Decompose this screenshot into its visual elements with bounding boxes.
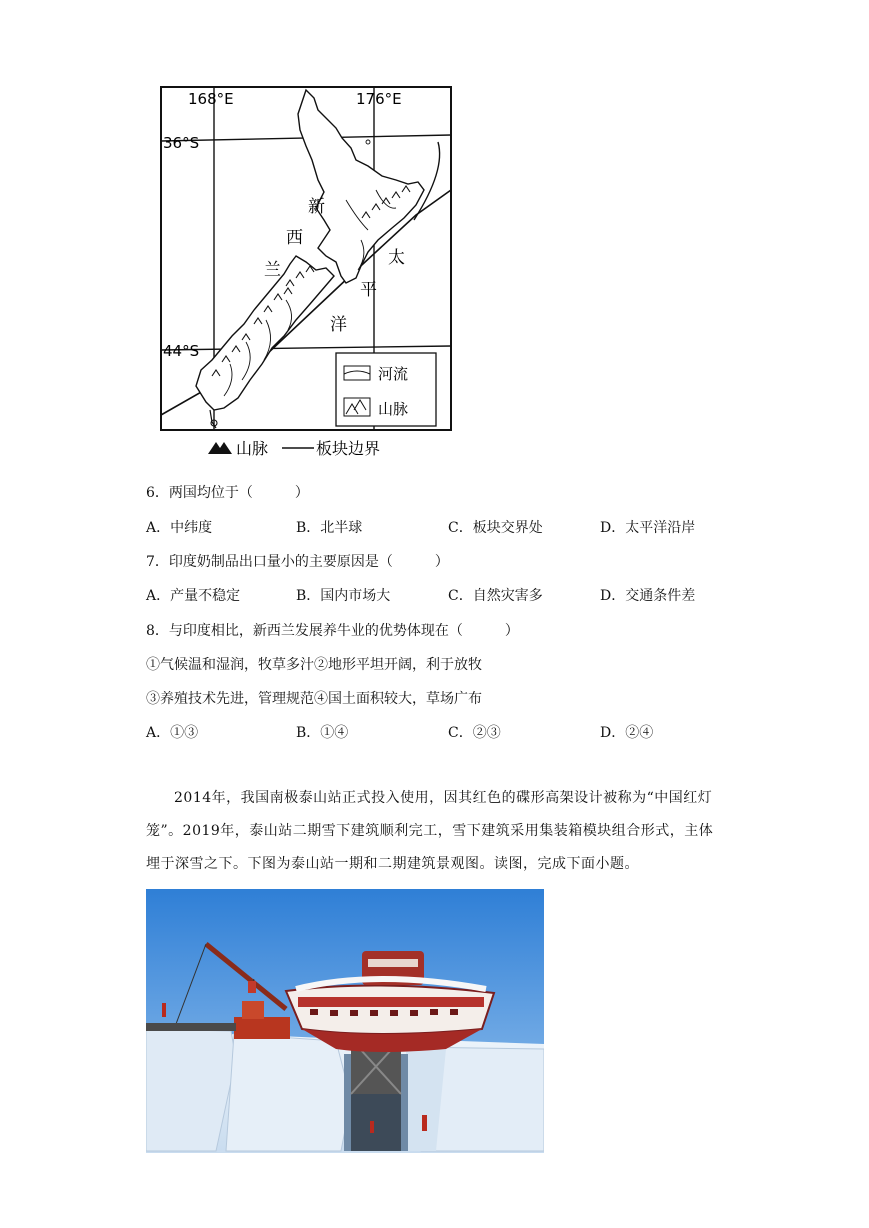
new-zealand-map: [146, 80, 454, 462]
crane-truck: [234, 1017, 290, 1039]
question-7-stem: 7．印度奶制品出口量小的主要原因是（ ）: [146, 554, 449, 570]
lat-label-36: 36°S: [163, 134, 200, 152]
question-6-option-b: B．北半球: [296, 520, 363, 536]
question-8-option-a: A．①③: [146, 725, 199, 741]
taishan-station-photo: [146, 889, 544, 1153]
caption-boundary-label: 板块边界: [316, 439, 381, 458]
country-label-2: 西: [286, 228, 303, 248]
question-8-option-d: D．②④: [600, 725, 654, 741]
question-6-option-a: A．中纬度: [146, 520, 213, 536]
question-7-option-d: D．交通条件差: [600, 588, 696, 604]
legend-mountain-label: 山脉: [378, 400, 409, 418]
ocean-label-2: 平: [360, 280, 377, 300]
ocean-label-1: 太: [388, 248, 405, 268]
caption-mountain-icon: [208, 442, 232, 454]
question-7-option-a: A．产量不稳定: [146, 588, 241, 604]
lon-label-176: 176°E: [356, 90, 402, 108]
lon-label-168: 168°E: [188, 90, 234, 108]
country-label-1: 新: [308, 197, 325, 217]
question-7-option-c: C．自然灾害多: [448, 588, 543, 604]
question-8-option-c: C．②③: [448, 725, 501, 741]
question-8-option-b: B．①④: [296, 725, 349, 741]
ocean-label-3: 洋: [330, 315, 347, 335]
question-6-option-c: C．板块交界处: [448, 520, 543, 536]
passage-taishan-station: 2014年，我国南极泰山站正式投入使用，因其红色的碟形高架设计被称为“中国红灯笼”。2019年，泰山站二期雪下建筑顺利完工，雪下建筑采用集装箱模块组合形式，主体埋于深雪之下。下图为泰山站一期和二期建筑景观图。读图，完成下面小题。: [146, 790, 714, 872]
question-8-line-1: ①气候温和湿润，牧草多汁②地形平坦开阔，利于放牧: [146, 657, 482, 673]
question-8-line-2: ③养殖技术先进，管理规范④国土面积较大，草场广布: [146, 691, 482, 707]
legend-river-label: 河流: [378, 365, 409, 383]
caption-mountain-label: 山脉: [236, 439, 269, 458]
question-8-stem: 8．与印度相比，新西兰发展养牛业的优势体现在（ ）: [146, 623, 519, 639]
question-6-stem: 6．两国均位于（ ）: [146, 485, 309, 501]
country-label-3: 兰: [264, 260, 281, 280]
question-7-option-b: B．国内市场大: [296, 588, 391, 604]
lat-label-44: 44°S: [163, 342, 200, 360]
question-6-option-d: D．太平洋沿岸: [600, 520, 696, 536]
